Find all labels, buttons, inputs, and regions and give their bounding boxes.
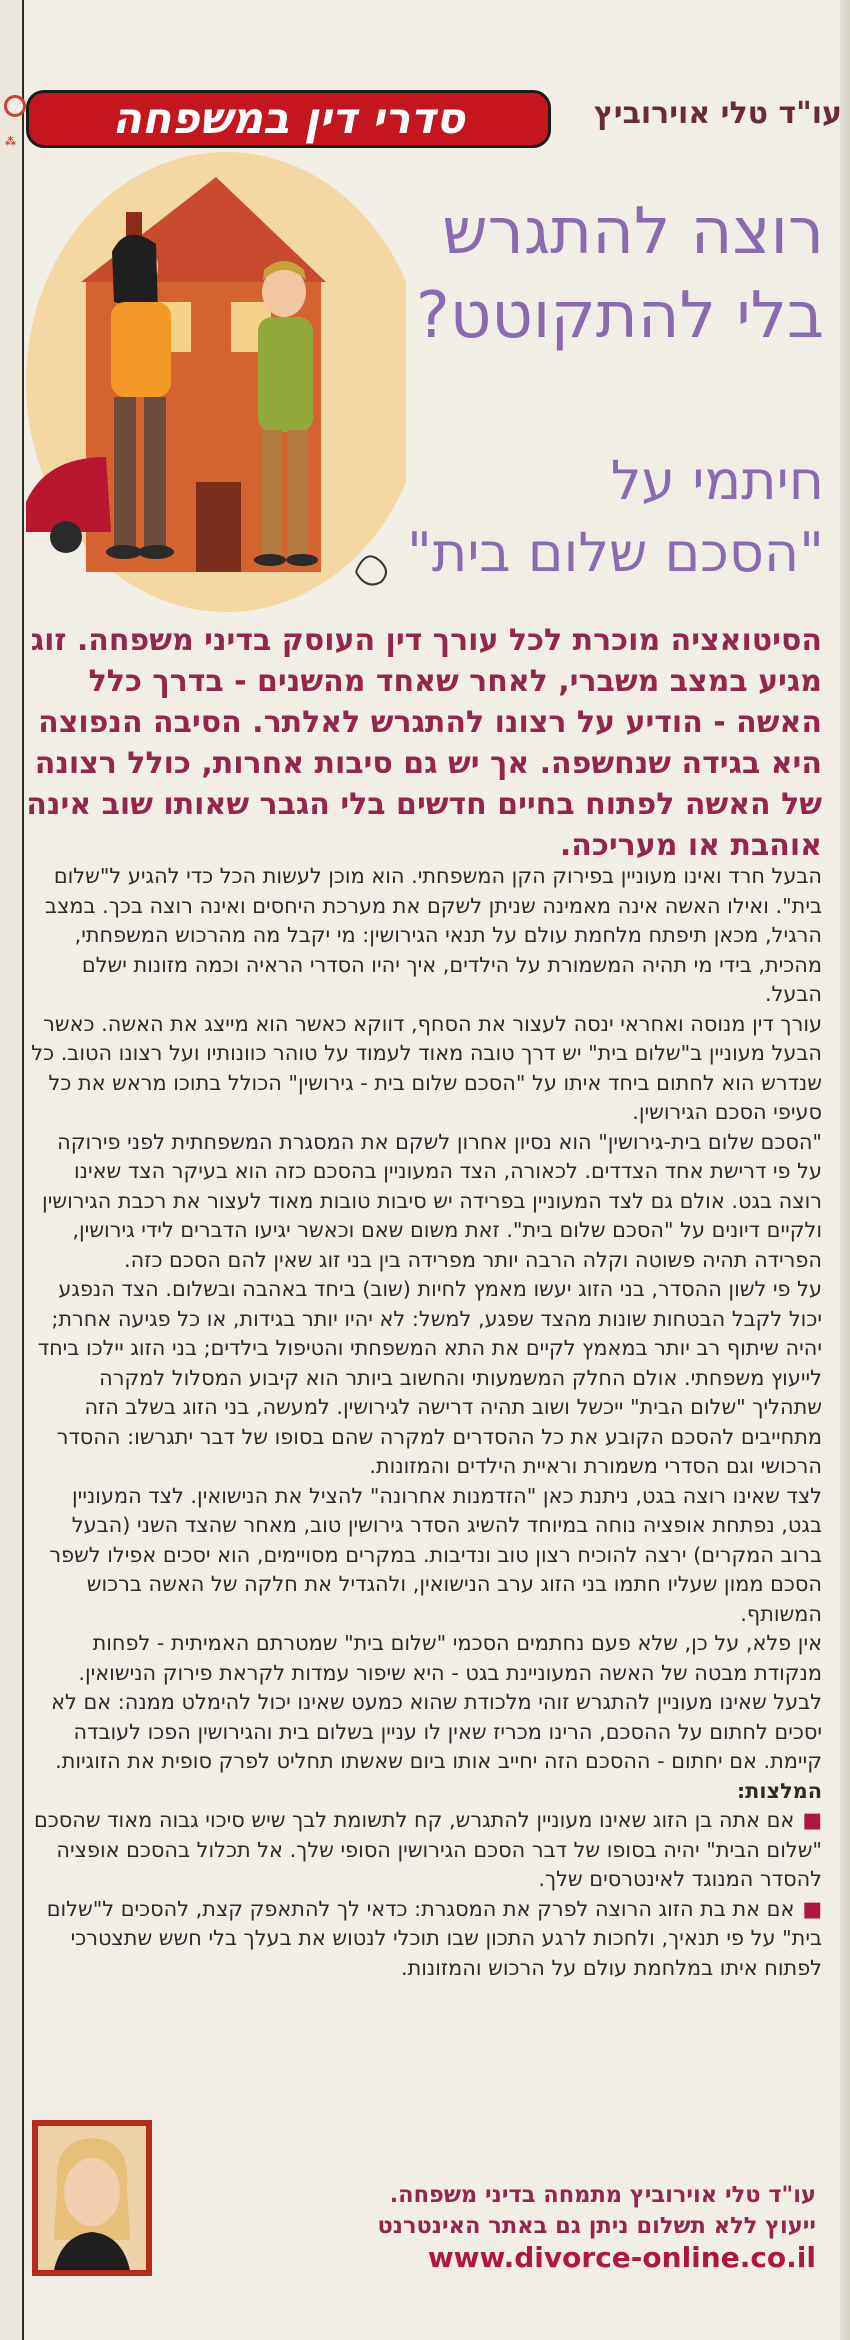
subtitle-line-2: "הסכם שלום בית" [407, 521, 824, 584]
author-photo [32, 2120, 152, 2276]
subtitle-line-1: חיתמי על [610, 449, 824, 512]
page-edge [0, 0, 24, 2340]
title-line-1: רוצה להתגרש [442, 195, 824, 269]
body-paragraph: "הסכם שלום בית-גירושין" הוא נסיון אחרון לשקם את המסגרת המשפחתית לפני פירוקה על פי דרישת אחד הצדדים. לכאורה, הצד המעוניין בהסכם כזה הוא בעיקר הצד שאינו רוצה בגט. אולם גם לצד המעוניין בפרידה יש סיבות טובות מאוד לעצור את רכבת הגירושין ולקיים דיונים על "הסכם שלום בית". זאת משום שאם וכאשר יגיעו הדברים לידי גירושין, הפרידה תהיה פשוטה וקלה הרבה יותר מפרידה בין בני זוג שאין להם הסכם כזה. [42, 1129, 822, 1272]
recommendations-title: המלצות: [736, 1778, 822, 1803]
lead-paragraph: הסיטואציה מוכרת לכל עורך דין העוסק בדיני משפחה. זוג מגיע במצב משברי, לאחר שאחד מהשנים - בדרך כלל האשה - הודיע על רצונו להתגרש לאלתר. הסיבה הנפוצה היא בגידה שנחשפה. אך יש גם סיבות אחרות, כולל רצונה של האשה לפתוח בחיים חדשים בלי הגבר שאותו שוב אינה אוהבת או מעריכה. [26, 623, 822, 863]
article-body [26, 862, 822, 1983]
footer-url-link[interactable]: www.divorce-online.co.il [427, 2241, 816, 2274]
body-paragraph: לצד שאינו רוצה בגט, ניתנת כאן "הזדמנות אחרונה" להציל את הנישואין. לצד המעוניין בגט, נפתחת אופציה נוחה במיוחד להשיג הסדר גירושין טוב, מאחר שהצד השני (הבעל ברוב המקרים) ירצה להוכיח רצון טוב ונדיבות. במקרים מסויימים, הוא יסכים אפילו לשפר הסכם ממון שעליו חתמו בני הזוג ערב הנישואין, ולהגדיל את חלקה של האשה ברכוש המשותף. [49, 1483, 822, 1626]
author-footer [256, 2180, 816, 2273]
article-title [354, 190, 824, 358]
recommendation-item [26, 1895, 822, 1984]
magazine-logo-icon [4, 95, 26, 117]
scan-shadow [840, 0, 850, 2340]
body-paragraph: הבעל חרד ואינו מעוניין בפירוק הקן המשפחתי. הוא מוכן לעשות הכל כדי להגיע ל"שלום בית". ואילו האשה אינה מאמינה שניתן לשקם את מערכת היחסים ואינה רוצה בכך. במצב הרגיל, מכאן תיפתח מלחמת עולם על תנאי הגירושין: מי יקבל מה מהרכוש המשפחתי, מהכית, בידי מי תהיה המשמורת על הילדים, איך יהיו הסדרי הראיה וכמה מזונות ישלם הבעל. [45, 864, 822, 1006]
title-line-2: בלי להתקוטט? [415, 279, 824, 353]
bullet-icon: ■ [802, 1896, 822, 1921]
margin-mark: ⁂ [4, 135, 17, 148]
body-paragraph: על פי לשון ההסדר, בני הזוג יעשו מאמץ לחיות (שוב) ביחד באהבה ובשלום. הצד הנפגע יכול לקבל הבטחות שונות מהצד שפגע, למשל: לא יהיו יותר בגידות, או כל פגיעה אחרת; יהיה שיתוף רב יותר במאמץ לקיים את התא המשפחתי והטיפול בילדים; בני הזוג יילכו ביחד לייעוץ משפחתי. אולם החלק המשמעותי והחשוב ביותר הוא קיבוע המסלול למקרה שתהליך "שלום הבית" ייכשל ושוב תהיה דרישה לגירושין. למעשה, בני הזוג בשלב הזה מתחייבים להסכם הקובע את כל ההסדרים למקרה שהם בסופו של דבר יתגרשו: ההסדר הרכושי וגם הסדרי משמורת וראיית הילדים והמזונות. [37, 1277, 822, 1478]
recommendation-text: אם אתה בן הזוג שאינו מעוניין להתגרש, קח לתשומת לבך שיש סיכוי גבוה מאוד שהסכם "שלום הבית" יהיה בסופו של דבר הסכם הגירושין הסופי שלך. אל תכלול בהסכם אופציה להסדר המנוגד לאינטרסים שלך. [33, 1808, 822, 1891]
footer-line-2: ייעוץ ללא תשלום ניתן גם באתר האינטרנט [377, 2213, 816, 2239]
couple-house-illustration [26, 152, 406, 612]
recommendation-text: אם את בת הזוג הרוצה לפרק את המסגרת: כדאי לך להתאפק קצת, להסכים ל"שלום בית" על פי תנאיך, ולחכות לרגע התכון שבו תוכלי לנטוש את בעלך בלי חשש שתצטרכי לפתוח איתו במלחמת עולם על הרכוש והמזונות. [46, 1896, 822, 1980]
footer-line-1: עו"ד טלי אוירוביץ מתמחה בדיני משפחה. [389, 2182, 816, 2208]
bullet-icon: ■ [802, 1808, 822, 1832]
section-label: סדרי דין במשפחה [26, 90, 551, 148]
body-paragraph: עורך דין מנוסה ואחראי ינסה לעצור את הסחף, דווקא כאשר הוא מייצג את האשה. כאשר הבעל מעוניין ב"שלום בית" יש דרך טובה מאוד לעמוד על טוהר כוונותיו ועל רצונו הטוב. כל שנדרש הוא לחתום ביחד איתו על "הסכם שלום בית - גירושין" הכולל בתוכו מראש את כל סעיפי הסכם הגירושין. [31, 1011, 822, 1124]
article-subtitle [384, 445, 824, 589]
section-header [26, 90, 846, 148]
recommendation-item [26, 1806, 822, 1895]
author-name: עו"ד טלי אוירוביץ [593, 96, 842, 131]
body-paragraph: אין פלא, על כן, שלא פעם נחתמים הסכמי "שלום בית" שמטרתם האמיתית - לפחות מנקודת מבטה של האשה המעוניינת בגט - היא שיפור עמדות לקראת פירוק הנישואין. לבעל שאינו מעוניין להתגרש זוהי מלכודת שהוא כמעט שאינו יכול להימלט ממנה: אם לא יסכים לחתום על ההסכם, הרינו מכריז שאין לו עניין בשלום בית והגירושין הפכו לעובדה קיימת. אם יחתום - ההסכם הזה יחייב אותו ביום שאשתו תחליט לפרק סופית את הזוגיות. [51, 1631, 822, 1773]
